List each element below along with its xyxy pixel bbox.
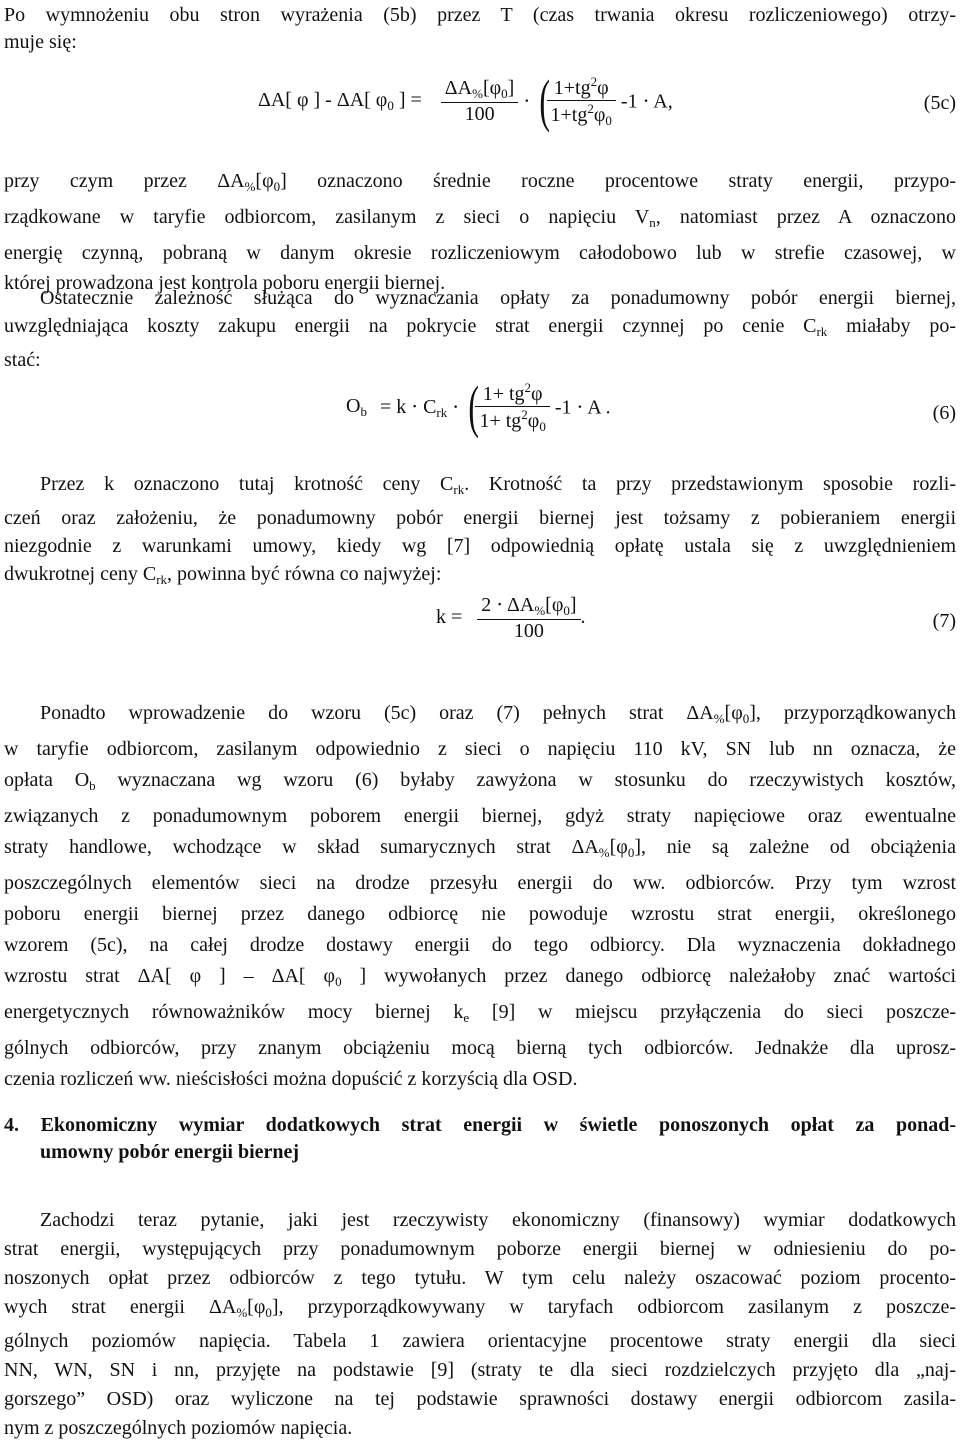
text: miałaby po- <box>827 315 956 337</box>
sym: ] <box>271 1296 279 1318</box>
sub: b <box>360 403 367 419</box>
sup: 2 <box>521 406 528 422</box>
text: wywołanych przez danego odbiorcę należałoby znać wartości <box>384 965 957 987</box>
text-line: gólnych poziomów napięcia. Tabela 1 zawiera orientacyjne procentowe straty energii dla sieci <box>4 1330 956 1352</box>
text: wych strat energii <box>4 1296 185 1318</box>
text: wzrostu strat <box>4 965 120 987</box>
sub: 0 <box>539 418 546 434</box>
text: 1+ tg <box>482 382 525 405</box>
num-sup: 2 <box>590 73 598 89</box>
paragraph-6 <box>4 1206 956 1443</box>
text: 1+ tg <box>479 409 522 432</box>
fraction-1 <box>441 77 519 126</box>
text: rządkowane w taryfie odbiorcom, zasilanym z sieci o napięciu V <box>4 206 650 228</box>
eq-lhs-end: ] = <box>393 88 422 111</box>
sub: rk <box>816 324 828 339</box>
sub: % <box>713 711 725 726</box>
eq-tail: -1 ⋅ A, <box>620 90 673 113</box>
equation-number-5c: (5c) <box>923 92 956 114</box>
sub: % <box>598 845 610 860</box>
text-line <box>4 166 956 202</box>
sub: rk <box>453 482 465 497</box>
den-end: φ <box>593 103 606 126</box>
text: energetycznych równoważników mocy biernej k <box>4 1001 464 1023</box>
sub: rk <box>156 572 168 587</box>
text: , powinna być równa co najwyżej: <box>167 563 442 585</box>
equation-number-6: (6) <box>932 402 956 424</box>
sym: ] <box>280 170 287 192</box>
sub: % <box>534 603 546 618</box>
inline-math <box>686 702 756 724</box>
fraction <box>475 380 549 435</box>
text: Ponadto wprowadzenie do wzoru (5c) oraz (7) pełnych strat <box>40 702 664 724</box>
sym: ] <box>341 965 367 987</box>
text: straty handlowe, wchodzące w skład sumarycznych strat <box>4 836 551 858</box>
text-line: niezgodnie z warunkami umowy, kiedy wg [7] odpowiednią opłatę ustala się z uwzględnieniem <box>4 535 956 557</box>
text: dwukrotnej ceny C <box>4 563 157 585</box>
text-line <box>4 961 956 997</box>
text: 2 ⋅ ΔA <box>481 594 535 616</box>
num-text: ΔA <box>444 76 473 99</box>
text: opłata O <box>4 769 90 791</box>
text-line: muje się: <box>4 31 77 53</box>
text: , nie są zależne od obciążenia <box>641 836 956 858</box>
text-line <box>4 765 956 801</box>
fraction-numerator <box>441 77 519 102</box>
num-text: 1+tg <box>553 76 591 99</box>
sym: ΔA <box>217 170 245 192</box>
sub: 0 <box>273 179 281 194</box>
eq-sub: 0 <box>387 97 394 113</box>
text: przy czym przez <box>4 170 187 192</box>
paragraph-2 <box>4 166 956 298</box>
paragraph-5 <box>4 698 956 1095</box>
sub: 0 <box>563 603 570 618</box>
fraction-numerator <box>475 380 549 406</box>
paragraph-4 <box>4 470 956 594</box>
text-line <box>4 202 956 238</box>
eq-lhs <box>258 89 422 114</box>
text-line: strat energii, występujących przy ponadumownym poborze energii biernej w odniesieniu do po- <box>4 1238 956 1260</box>
text-line: gólnych odbiorców, przy znanym obciążeniu mocą bierną tych odbiorców. Jednakże dla uprosz- <box>4 1037 956 1059</box>
text-line: czenia rozliczeń ww. nieścisłości można dopuścić z korzyścią dla OSD. <box>4 1068 578 1090</box>
text-line: w taryfie odbiorcom, zasilanym odpowiednio z sieci o napięciu 110 kV, SN lub nn oznacza, że <box>4 738 956 760</box>
text: , przyporządkowywany w taryfach odbiorcom zasilanym z poszcze- <box>278 1296 956 1318</box>
num-sub2: 0 <box>501 85 508 101</box>
inline-math <box>571 836 641 858</box>
sym: ] <box>749 702 756 724</box>
text-line <box>4 1293 956 1327</box>
left-paren: ( <box>539 68 551 133</box>
fraction-denominator: 100 <box>441 102 519 126</box>
text: [φ <box>545 594 564 616</box>
text-line: stać: <box>4 349 41 371</box>
sym: ] <box>634 836 641 858</box>
text-line <box>4 470 956 504</box>
inline-math <box>217 170 287 192</box>
sym: ΔA <box>209 1296 237 1318</box>
fraction-denominator: 100 <box>477 619 580 643</box>
text: oznaczono średnie roczne procentowe straty energii, przypo- <box>317 170 957 192</box>
inline-math <box>138 965 367 987</box>
eq-lhs <box>346 395 367 417</box>
sub: % <box>236 1305 248 1320</box>
text-line: NN, WN, SN i nn, przyjęte na podstawie [9] (straty te dla sieci rozdzielczych przyjęto dla „naj- <box>4 1359 956 1381</box>
sub: e <box>463 1010 470 1025</box>
text-line <box>4 997 956 1033</box>
text-line: której prowadzona jest kontrola poboru energii biernej. <box>4 272 446 294</box>
sub: n <box>649 215 656 230</box>
text-line: wzorem (5c), na całej drodze dostawy energii do tego odbiorcy. Dla wyznaczenia dokładnego <box>4 934 956 956</box>
eq-lhs: k = <box>436 606 463 628</box>
equation-7 <box>436 592 586 643</box>
sub: 0 <box>627 845 635 860</box>
text-line: noszonych opłat przez odbiorców z tego tytułu. W tym celu należy oszacować poziom procento- <box>4 1267 956 1289</box>
text-line: Ostatecznie zależność służąca do wyznaczania opłaty za ponadumowny pobór energii biernej, <box>40 287 956 309</box>
text: O <box>346 394 361 417</box>
text-line: czeń oraz założeniu, że ponadumowny pobór energii biernej jest tożsamy z pobieraniem energii <box>4 507 956 529</box>
eq-mid <box>380 396 447 418</box>
fraction-numerator <box>477 592 580 619</box>
fraction-2 <box>547 74 616 129</box>
text: Przez k oznaczono tutaj krotność ceny C <box>40 473 454 495</box>
text-line: Zachodzi teraz pytanie, jaki jest rzeczywisty ekonomiczny (finansowy) wymiar dodatkowych <box>40 1209 956 1231</box>
den-sub: 0 <box>605 112 612 128</box>
sym: [φ <box>255 170 274 192</box>
sym: [φ <box>247 1296 266 1318</box>
sub: rk <box>436 404 448 420</box>
text: φ <box>527 409 540 432</box>
period: . <box>580 606 586 628</box>
sym: ΔA[ φ ] – ΔA[ φ <box>137 965 336 987</box>
text-line: Po wymnożeniu obu stron wyrażenia (5b) przez T (czas trwania okresu rozliczeniowego) otrzy- <box>4 4 956 26</box>
text-line: związanych z ponadumownym poborem energii biernej, gdyż straty napięciowe oraz ewentualne <box>4 805 956 827</box>
text: = k ⋅ C <box>379 395 437 418</box>
text: uwzględniająca koszty zakupu energii na pokrycie strat energii czynnej po cenie C <box>4 315 817 337</box>
text: , przyporządkowanych <box>755 702 957 724</box>
sym: ΔA <box>686 702 714 724</box>
text-line: poboru energii biernej przez danego odbiorcę nie powoduje wzrostu strat energii, określonego <box>4 903 956 925</box>
equation-6 <box>346 374 611 439</box>
sym: [φ <box>609 836 628 858</box>
intro-paragraph <box>4 2 956 56</box>
text-line: energię czynną, pobraną w danym okresie rozliczeniowym całodobowo lub w strefie czasowej, w <box>4 242 956 264</box>
text: φ <box>531 382 543 405</box>
text: , natomiast przez A oznaczono <box>655 206 956 228</box>
text-line: gorszego” OSD) oraz wyliczone na tej podstawie sprawności dostawy energii odbiorcom zasila- <box>4 1388 956 1410</box>
text-line <box>4 560 956 594</box>
sub: 0 <box>265 1305 272 1320</box>
fraction-numerator <box>547 74 616 100</box>
equation-number-7: (7) <box>932 610 956 632</box>
sym: [φ <box>724 702 743 724</box>
den-text: 1+tg <box>550 103 588 126</box>
fraction-denominator <box>547 100 616 129</box>
num-end: φ <box>597 76 609 99</box>
equation-5c <box>258 68 673 133</box>
text: [9] w miejscu przyłączenia do sieci poszcze- <box>469 1001 956 1023</box>
text-line: nym z poszczególnych poziomów napięcia. <box>4 1417 353 1439</box>
sub: b <box>89 778 96 793</box>
heading-line: 4. Ekonomiczny wymiar dodatkowych strat energii w świetle ponoszonych opłat za ponad- <box>4 1114 956 1136</box>
sup: 2 <box>524 379 532 395</box>
num-rest: [φ <box>482 76 502 99</box>
sym: ΔA <box>571 836 599 858</box>
text-line <box>4 698 956 734</box>
fraction-denominator <box>475 406 549 435</box>
num-end: ] <box>507 76 515 99</box>
sub: 0 <box>742 711 750 726</box>
den-sup: 2 <box>587 100 594 116</box>
inline-math <box>209 1296 279 1318</box>
dot-operator: ⋅ <box>523 90 531 113</box>
sub: % <box>244 179 256 194</box>
text: wyznaczana wg wzoru (6) byłaby zawyżona w stosunku do rzeczywistych kosztów, <box>95 769 956 791</box>
paragraph-3 <box>4 284 956 374</box>
num-sub: % <box>472 85 483 101</box>
text: ] <box>569 594 577 616</box>
left-paren: ( <box>468 374 480 439</box>
text-line: poszczególnych elementów sieci na drodze przesyłu energii do ww. odbiorców. Przy tym wzrost <box>4 872 956 894</box>
heading-line: umowny pobór energii biernej <box>40 1141 300 1163</box>
eq-lhs-text: ΔA[ φ ] - ΔA[ φ <box>258 88 388 111</box>
text: . Krotność ta przy przedstawionym sposobie rozli- <box>464 473 956 495</box>
text-line <box>4 832 956 868</box>
fraction <box>477 592 580 643</box>
eq-tail: -1 ⋅ A . <box>554 396 611 419</box>
section-heading <box>4 1112 956 1166</box>
sub: 0 <box>335 974 342 989</box>
text-line <box>4 312 956 346</box>
dot-operator: ⋅ <box>452 396 460 419</box>
